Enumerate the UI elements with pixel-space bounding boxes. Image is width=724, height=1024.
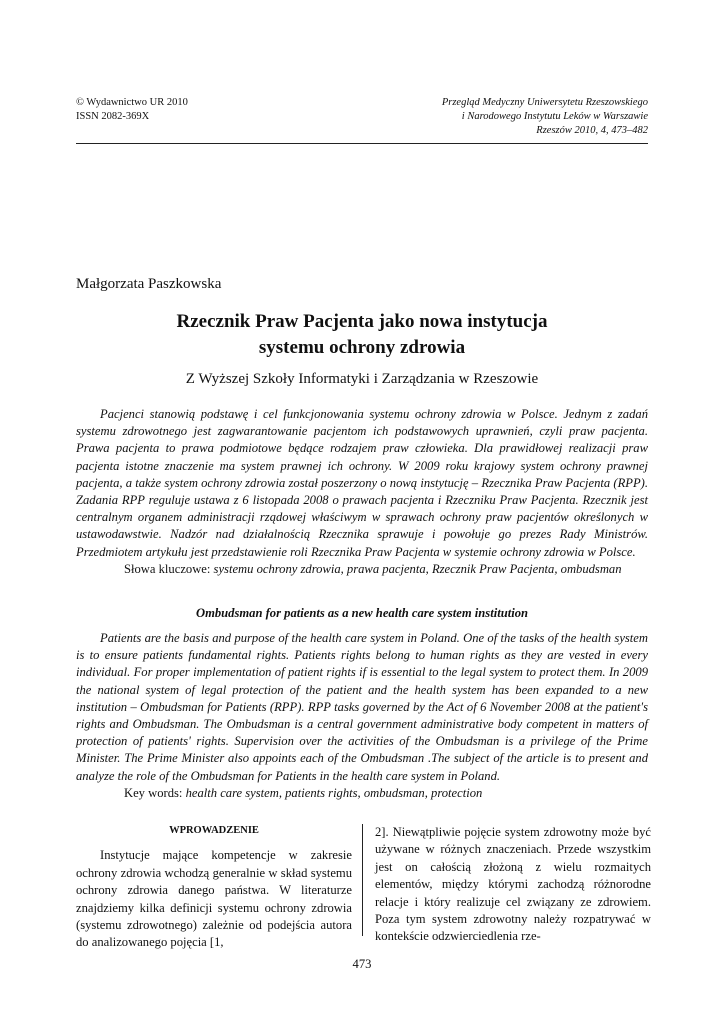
article-title-line-2: systemu ochrony zdrowia bbox=[258, 337, 466, 358]
keywords-polish-label: Słowa kluczowe: bbox=[124, 561, 211, 576]
author-affiliation: Z Wyższej Szkoły Informatyki i Zarządzania w Rzeszowie bbox=[185, 371, 539, 387]
abstract-polish bbox=[76, 406, 648, 578]
copyright-line: © Wydawnictwo UR 2010 bbox=[76, 97, 188, 108]
section-heading: WPROWADZENIE bbox=[169, 825, 259, 836]
article-title-line-1: Rzecznik Praw Pacjenta jako nowa instytucja bbox=[176, 311, 548, 332]
article-title bbox=[76, 309, 648, 361]
page-number: 473 bbox=[352, 957, 372, 971]
body-right-paragraph: 2]. Niewątpliwie pojęcie system zdrowotny może być używane w różnych znaczeniach. Przede wszystkim jest on całością złożoną z wielu rozmaitych elementów, między którymi zachodzą różnorodne relacje i który realizuje cel związany ze zdrowiem. Poza tym system zdrowotny należy rozpatrywać w kontekście odzwierciedlenia rze- bbox=[375, 825, 651, 944]
journal-publisher-info bbox=[76, 96, 188, 124]
journal-name-line-1: Przegląd Medyczny Uniwersytetu Rzeszowskiego bbox=[441, 97, 648, 108]
keywords-english-label: Key words: bbox=[124, 785, 183, 800]
body-right-column bbox=[375, 824, 651, 946]
abstract-polish-text: Pacjenci stanowią podstawę i cel funkcjonowania systemu ochrony zdrowia w Polsce. Jednym z zadań systemu zdrowotnego jest zagwarantowanie pacjentom ich podstawowych uprawnień, czyli praw pacjenta. Prawa pacjenta to prawa podmiotowe będące rodzajem praw człowieka. Dla prawidłowej realizacji praw pacjenta istotne znaczenie ma system prawnej ich ochrony. W 2009 roku krajowy system ochrony prawnej pacjenta, a także system ochrony zdrowia został poszerzony o nową instytucję – Rzecznika Praw Pacjenta (RPP). Zadania RPP reguluje ustawa z 6 listopada 2008 o prawach pacjenta i Rzeczniku Praw Pacjenta. Rzecznik jest centralnym organem administracji rządowej właściwym w sprawach ochrony praw pacjentów określonych w ustawodawstwie. Nadzór nad działalnością Rzecznika sprawuje i powołuje go prezes Rady Ministrów. Przedmiotem artykułu jest przedstawienie roli Rzecznika Praw Pacjenta w systemie ochrony zdrowia w Polsce. bbox=[76, 407, 648, 559]
english-title: Ombudsman for patients as a new health care system institution bbox=[195, 606, 529, 620]
journal-citation bbox=[442, 96, 648, 138]
author-name: Małgorzata Paszkowska bbox=[76, 276, 222, 292]
body-left-column bbox=[76, 822, 352, 952]
keywords-english-list: health care system, patients rights, ombudsman, protection bbox=[185, 785, 483, 800]
issn-line: ISSN 2082-369X bbox=[76, 111, 150, 122]
header-rule bbox=[76, 143, 648, 144]
keywords-polish bbox=[76, 561, 648, 578]
keywords-polish-list: systemu ochrony zdrowia, prawa pacjenta, Rzecznik Praw Pacjenta, ombudsman bbox=[213, 561, 622, 576]
abstract-english-text: Patients are the basis and purpose of the health care system in Poland. One of the tasks of the health system is to ensure patients fundamental rights. Patients rights belong to human rights as they are vested in every individual. For proper implementation of patient rights if is essential to the legal system to protect them. In 2009 the national system of legal protection of the patient and the health system has been expanded to a new institution – Ombudsman for Patients (RPP). RPP tasks governed by the Act of 6 November 2008 at the patient's rights and Ombudsman. The Ombudsman is a central government administrative body competent in matters of protection of patients' rights. Supervision over the activities of the Ombudsman is a privilege of the Prime Minister. The Prime Minister also appoints each of the Ombudsman .The subject of the article is to present and analyze the role of the Ombudsman for Patients in the health care system in Poland. bbox=[76, 631, 648, 783]
journal-issue-line: Rzeszów 2010, 4, 473–482 bbox=[536, 125, 648, 136]
journal-name-line-2: i Narodowego Instytutu Leków w Warszawie bbox=[461, 111, 648, 122]
abstract-english bbox=[76, 630, 648, 802]
body-left-paragraph: Instytucje mające kompetencje w zakresie ochrony zdrowia wchodzą generalnie w skład systemu ochrony zdrowia danego państwa. W literaturze znajdziemy kilka definicji systemu ochrony zdrowia (systemu zdrowotnego) zależnie od podejścia autora do analizowanego pojęcia [1, bbox=[76, 848, 352, 950]
keywords-english bbox=[76, 785, 648, 802]
column-divider bbox=[362, 824, 363, 936]
